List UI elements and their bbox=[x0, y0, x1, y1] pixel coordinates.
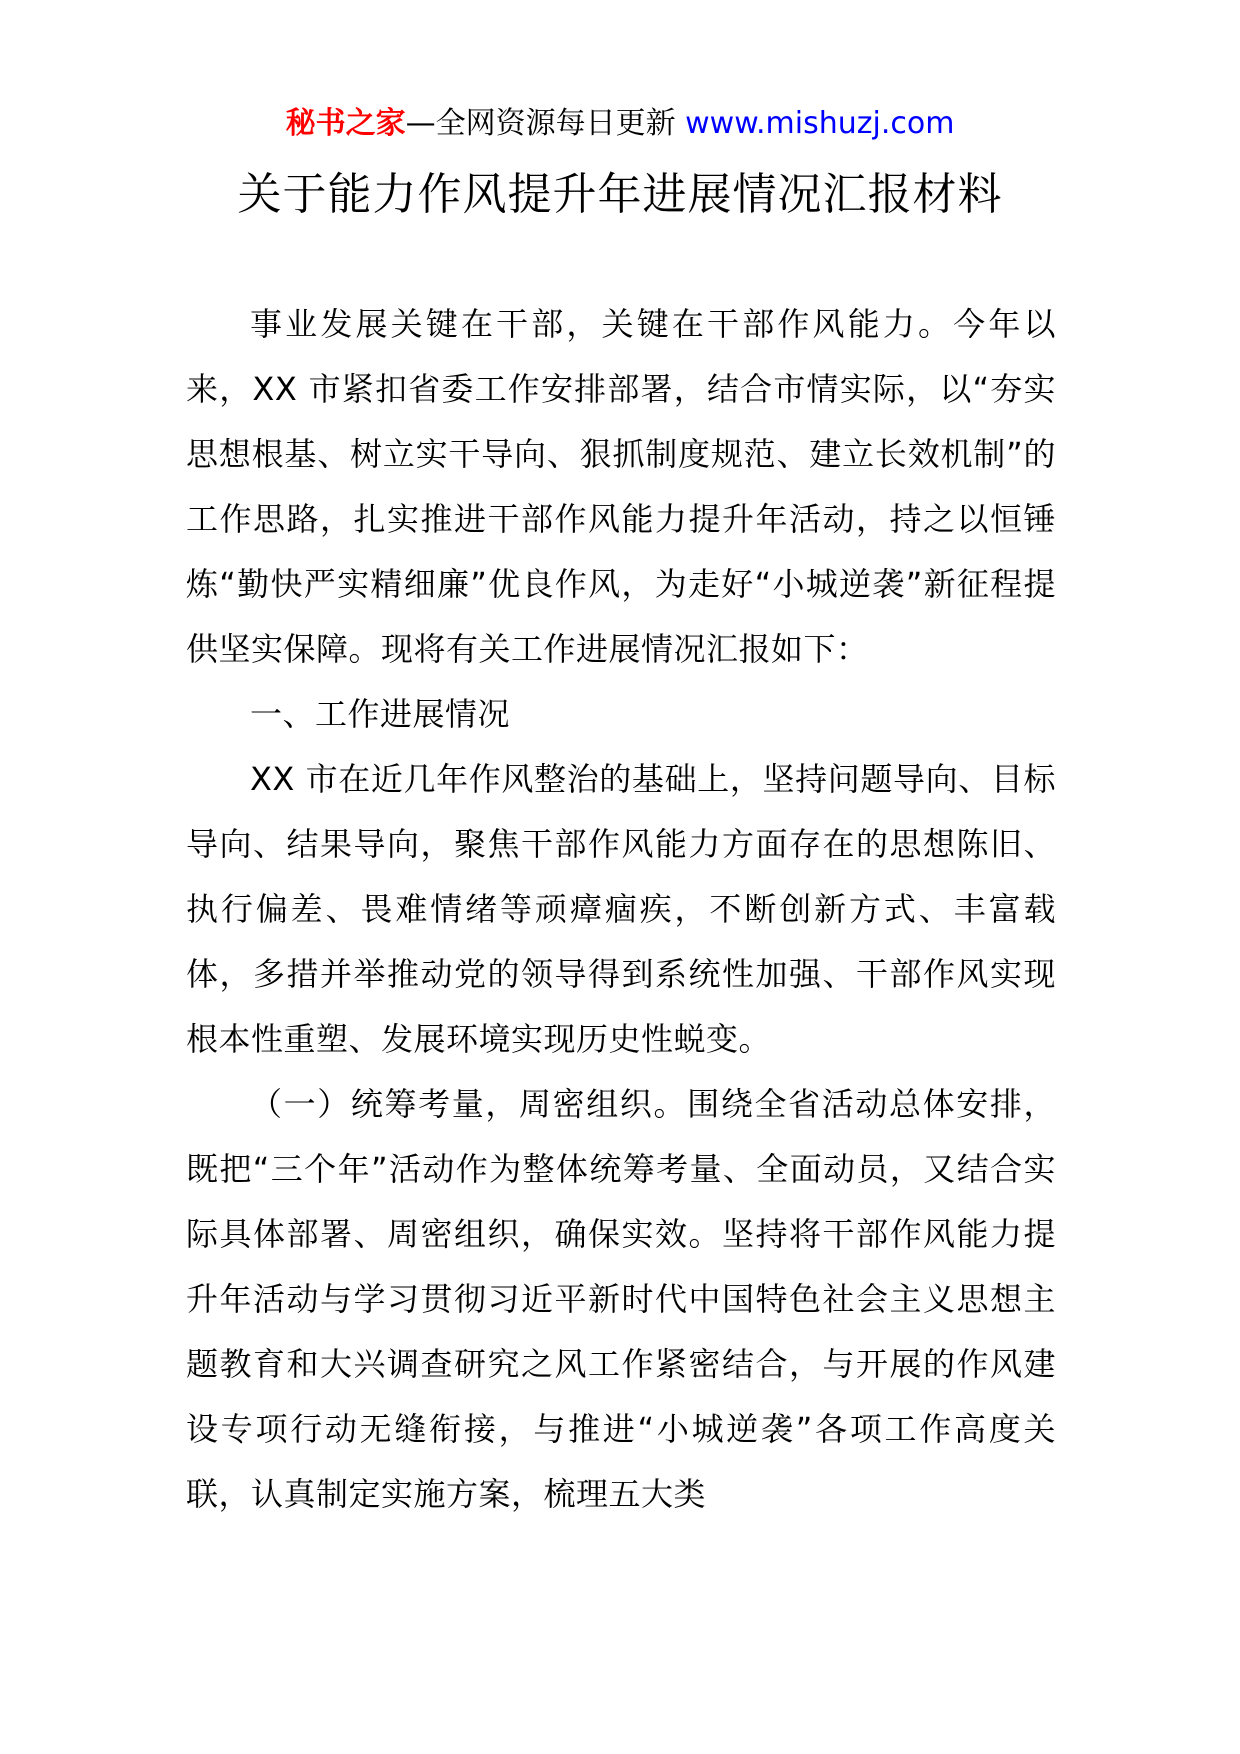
body-paragraph: XX 市在近几年作风整治的基础上，坚持问题导向、目标导向、结果导向，聚焦干部作风能力方面存在的思想陈旧、执行偏差、畏难情绪等顽瘴痼疾，不断创新方式、丰富载体，多措并举推动党的领导得到系统性加强、干部作风实现根本性重塑、发展环境实现历史性蜕变。 bbox=[186, 760, 1056, 1058]
body-paragraph: （一）统筹考量，周密组织。围绕全省活动总体安排，既把“三个年”活动作为整体统筹考量、全面动员，又结合实际具体部署、周密组织，确保实效。坚持将干部作风能力提升年活动与学习贯彻习近平新时代中国特色社会主义思想主题教育和大兴调查研究之风工作紧密结合，与开展的作风建设专项行动无缝衔接，与推进“小城逆袭”各项工作高度关联，认真制定实施方案，梳理五大类 bbox=[186, 1085, 1056, 1513]
site-brand: 秘书之家 bbox=[285, 106, 406, 141]
section-heading: 一、工作进展情况 bbox=[250, 695, 511, 733]
intro-paragraph: 事业发展关键在干部，关键在干部作风能力。今年以来，XX 市紧扣省委工作安排部署，结合市情实际，以“夯实思想根基、树立实干导向、狠抓制度规范、建立长效机制”的工作思路，扎实推进干部作风能力提升年活动，持之以恒锤炼“勤快严实精细廉”优良作风，为走好“小城逆袭”新征程提供坚实保障。现将有关工作进展情况汇报如下： bbox=[186, 305, 1056, 668]
document-body bbox=[186, 292, 1056, 1527]
site-url-link[interactable]: www.mishuzj.com bbox=[685, 106, 955, 141]
document-title: 关于能力作风提升年进展情况汇报材料 bbox=[237, 169, 1003, 220]
site-header bbox=[0, 100, 1240, 148]
site-tagline: —全网资源每日更新 bbox=[405, 106, 686, 141]
